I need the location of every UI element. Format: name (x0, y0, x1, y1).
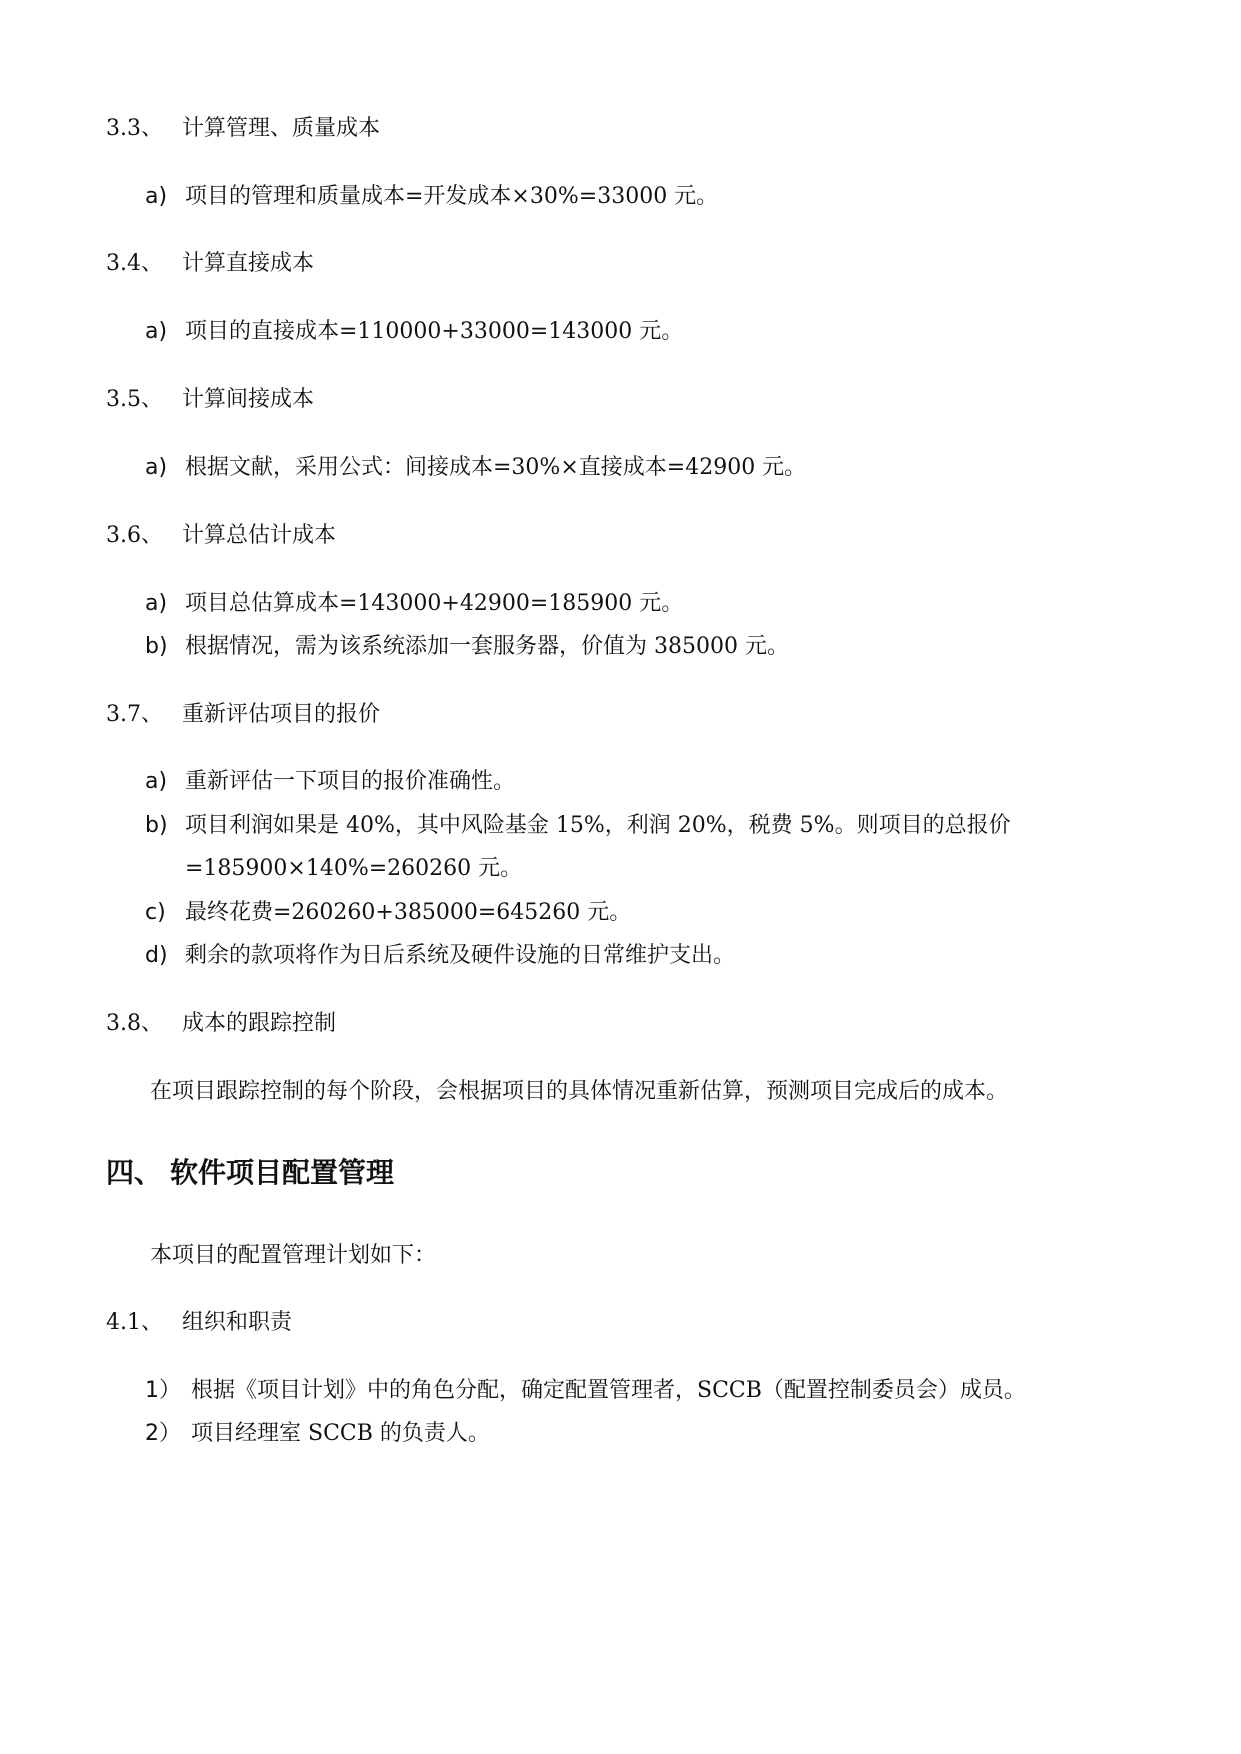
list-item-text: 根据情况，需为该系统添加一套服务器，价值为 385000 元。 (185, 634, 789, 659)
list-item-text: 剩余的款项将作为日后系统及硬件设施的日常维护支出。 (185, 943, 736, 968)
list-marker: a) (145, 455, 168, 480)
list-item-text: 项目利润如果是 40%，其中风险基金 15%，利润 20%，税费 5%。则项目的总报价 (185, 813, 1011, 838)
chapter-title: 软件项目配置管理 (170, 1156, 395, 1189)
list-marker: a) (145, 319, 168, 344)
section-number: 3.4、 (106, 251, 163, 276)
section-title: 计算间接成本 (182, 387, 315, 412)
section-number: 3.6、 (106, 523, 163, 548)
section-number: 3.3、 (106, 116, 163, 141)
list-item-text: 重新评估一下项目的报价准确性。 (185, 769, 516, 794)
list-marker: d) (145, 943, 168, 968)
section-title: 计算直接成本 (182, 251, 315, 276)
list-marker: a) (145, 591, 168, 616)
paragraph: 在项目跟踪控制的每个阶段，会根据项目的具体情况重新估算，预测项目完成后的成本。 (150, 1079, 1009, 1104)
list-item-text: 项目的直接成本=110000+33000=143000 元。 (185, 319, 684, 344)
list-marker: c) (145, 900, 166, 925)
list-marker: a) (145, 184, 168, 209)
section-title: 组织和职责 (182, 1310, 293, 1335)
list-marker: b) (145, 634, 168, 659)
list-item-text: 项目总估算成本=143000+42900=185900 元。 (185, 591, 684, 616)
section-number: 3.7、 (106, 702, 163, 727)
list-marker: 2） (145, 1421, 181, 1446)
section-number: 4.1、 (106, 1310, 163, 1335)
section-title: 成本的跟踪控制 (182, 1011, 337, 1036)
section-number: 3.5、 (106, 387, 163, 412)
list-item-text: =185900×140%=260260 元。 (185, 856, 523, 881)
section-number: 3.8、 (106, 1011, 163, 1036)
list-item-text: 最终花费=260260+385000=645260 元。 (185, 900, 632, 925)
section-title: 计算管理、质量成本 (182, 116, 381, 141)
list-item-text: 项目的管理和质量成本=开发成本×30%=33000 元。 (185, 184, 719, 209)
paragraph: 本项目的配置管理计划如下： (150, 1243, 437, 1268)
list-marker: a) (145, 769, 168, 794)
list-marker: 1） (145, 1378, 181, 1403)
list-marker: b) (145, 813, 168, 838)
section-title: 重新评估项目的报价 (182, 702, 381, 727)
list-item-text: 根据文献，采用公式：间接成本=30%×直接成本=42900 元。 (185, 455, 807, 480)
list-item-text: 项目经理室 SCCB 的负责人。 (191, 1421, 490, 1446)
section-title: 计算总估计成本 (182, 523, 337, 548)
list-item-text: 根据《项目计划》中的角色分配，确定配置管理者，SCCB（配置控制委员会）成员。 (191, 1378, 1026, 1403)
chapter-number: 四、 (106, 1156, 163, 1189)
